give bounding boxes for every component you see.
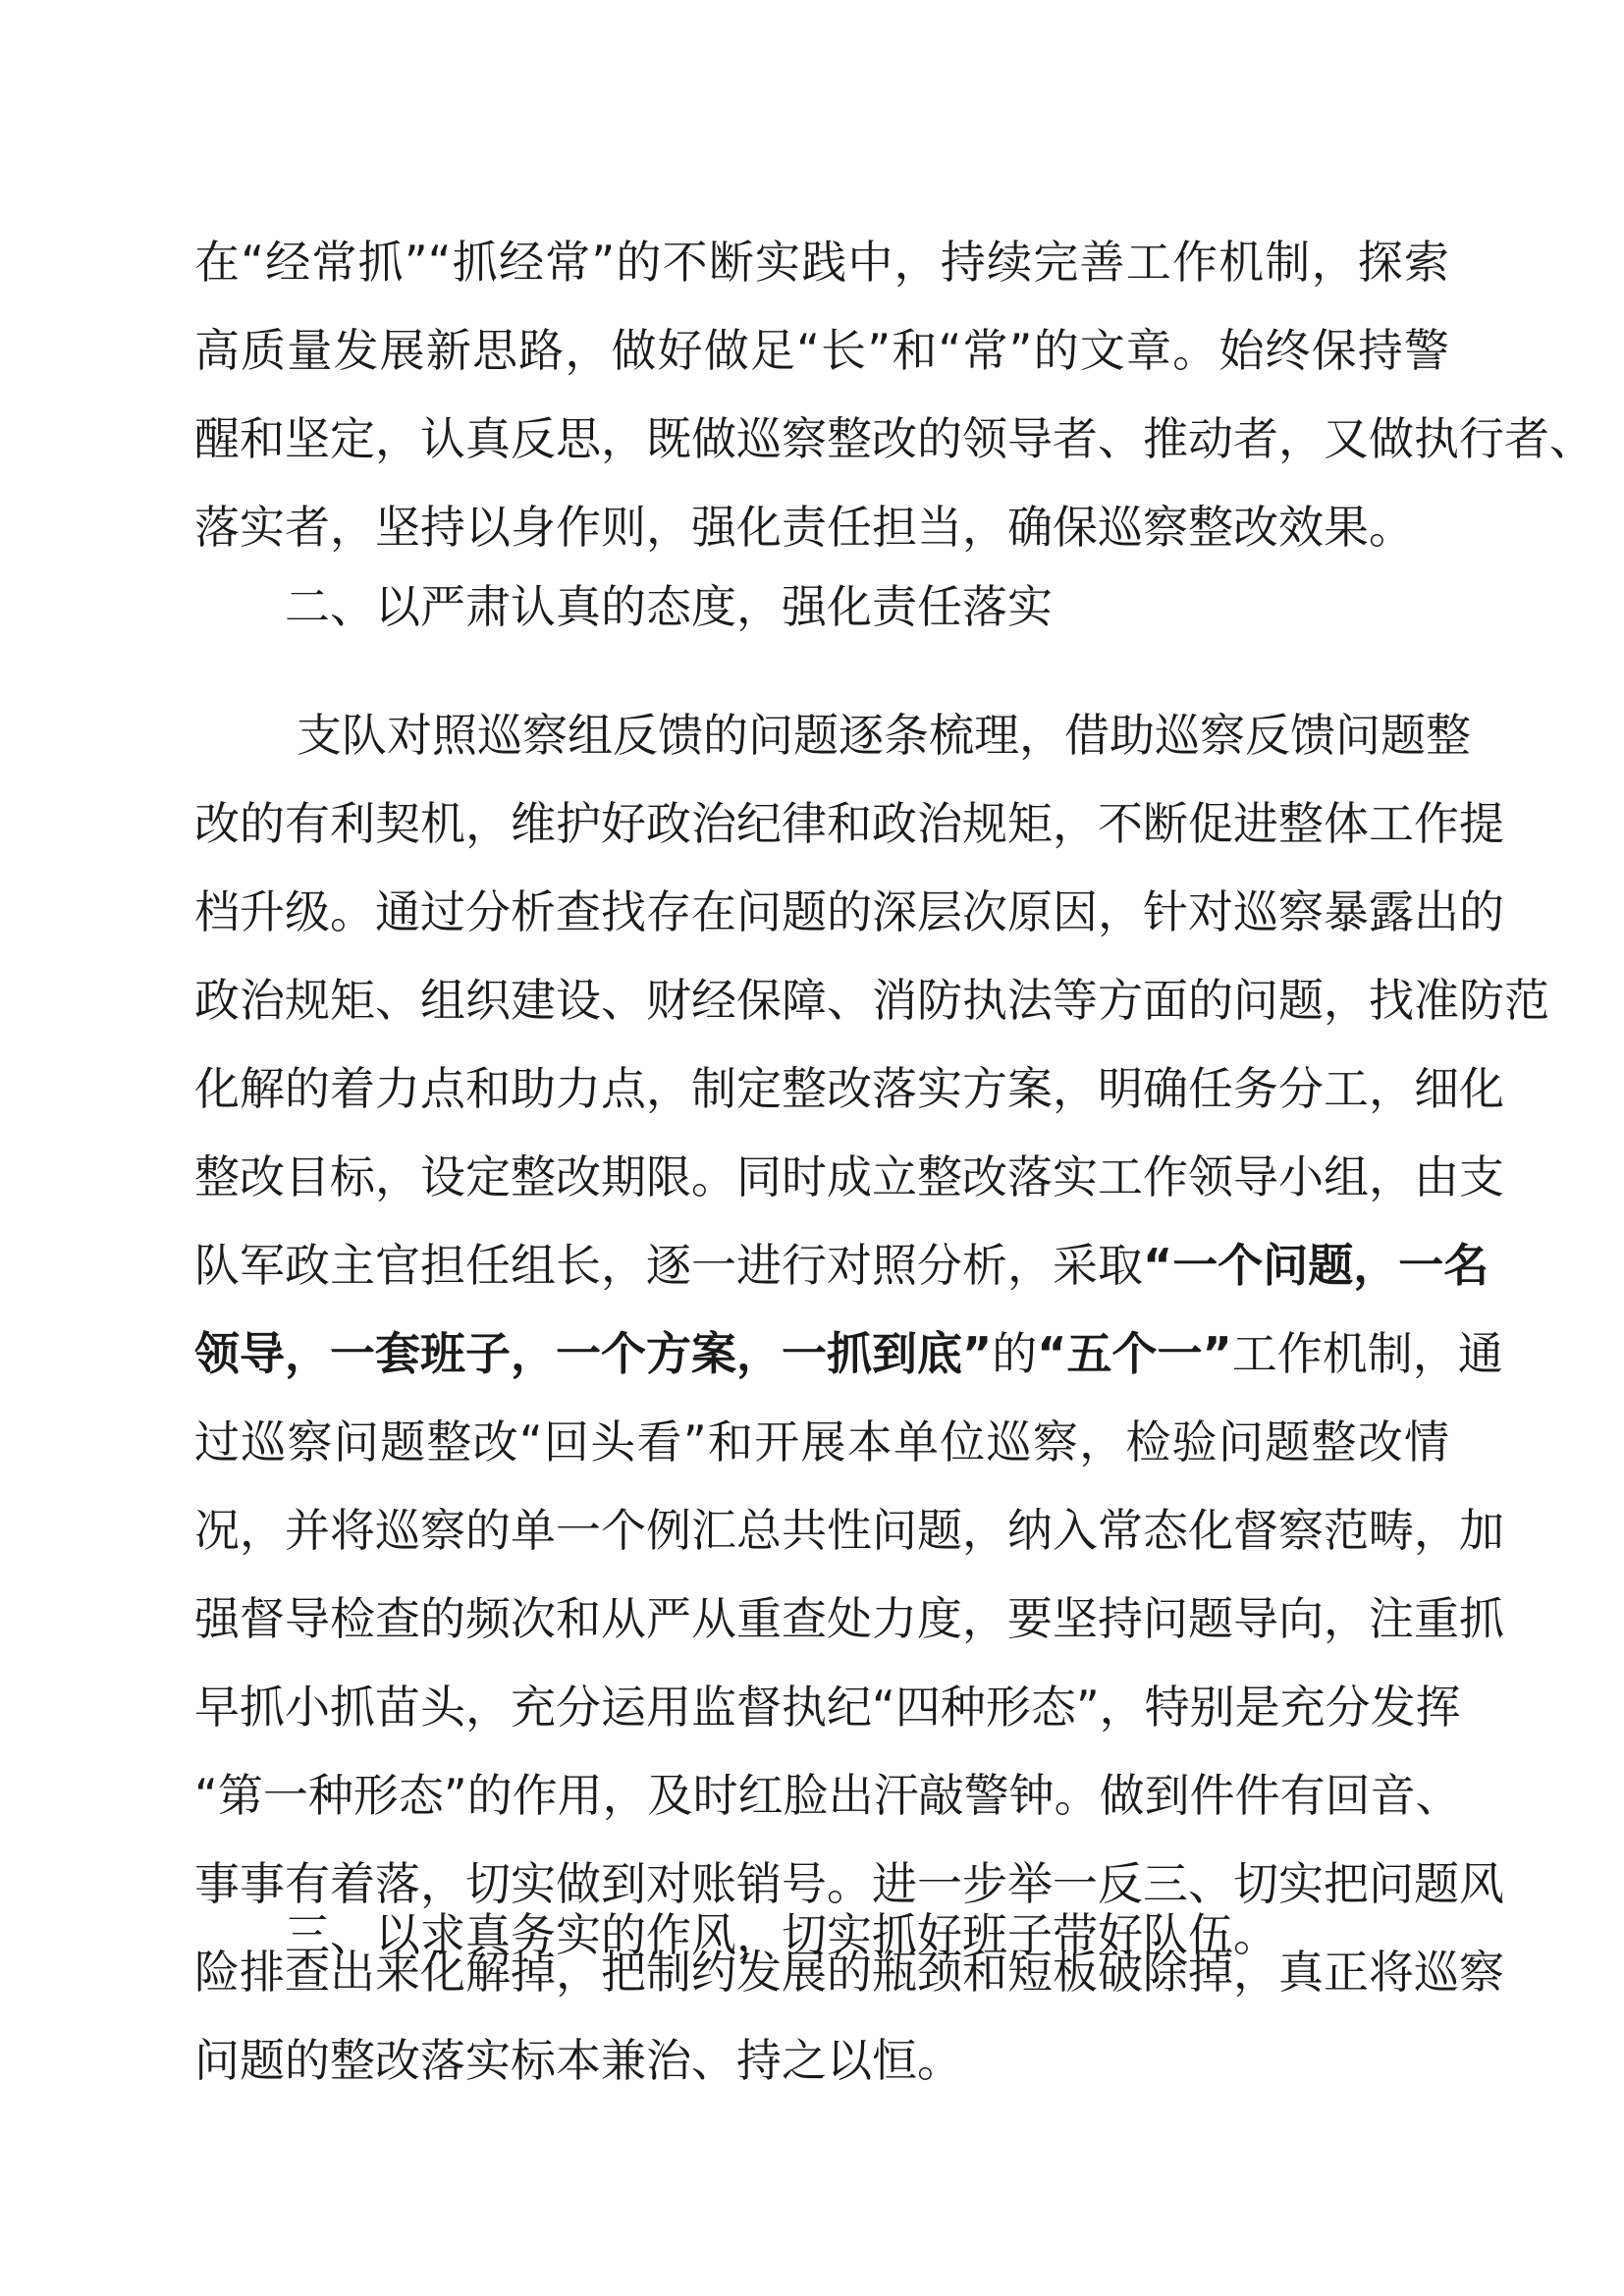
paragraph-line-mixed <box>194 1221 1489 1309</box>
bold-text-run: 领导，一套班子，一个方案，一抓到底” <box>194 1327 993 1380</box>
paragraph-continuation <box>194 218 1595 571</box>
text-run: 队军政主官担任组长，逐一进行对照分析，采取 <box>194 1239 1143 1292</box>
paragraph-line: 事事有着落，切实做到对账销号。进一步举一反三、切实把问题风 <box>194 1857 1504 1910</box>
paragraph-line: 落实者，坚持以身作则，强化责任担当，确保巡察整改效果。 <box>194 501 1414 554</box>
paragraph-line: 支队对照巡察组反馈的问题逐条梳理，借助巡察反馈问题整 <box>297 709 1471 762</box>
paragraph-line: 档升级。通过分析查找存在问题的深层次原因，针对巡察暴露出的 <box>194 885 1504 938</box>
bold-text-run: “一个问题，一名 <box>1143 1239 1489 1292</box>
paragraph-line: 过巡察问题整改“回头看”和开展本单位巡察，检验问题整改情 <box>194 1415 1449 1468</box>
paragraph-line: 改的有利契机，维护好政治纪律和政治规矩，不断促进整体工作提 <box>194 797 1504 850</box>
paragraph-line: 险排查出来化解掉，把制约发展的瓶颈和短板破除掉，真正将巡察 <box>194 1946 1504 1999</box>
paragraph-line: “第一种形态”的作用，及时红脸出汗敲警钟。做到件件有回音、 <box>194 1769 1461 1822</box>
paragraph-line: 醒和坚定，认真反思，既做巡察整改的领导者、推动者，又做执行者、 <box>194 412 1595 465</box>
paragraph-line: 问题的整改落实标本兼治、持之以恒。 <box>194 2034 962 2087</box>
section-heading-3: 三、以求真务实的作风，切实抓好班子带好队伍。 <box>285 1908 1278 1961</box>
bold-text-run: “五个一” <box>1037 1327 1232 1380</box>
text-run: 的 <box>992 1327 1038 1380</box>
paragraph-line: 整改目标，设定整改期限。同时成立整改落实工作领导小组，由支 <box>194 1150 1504 1203</box>
paragraph-line: 在“经常抓”“抓经常”的不断实践中，持续完善工作机制，探索 <box>194 236 1449 289</box>
paragraph-line-mixed <box>194 1309 1503 1398</box>
section-heading-2: 二、以严肃认真的态度，强化责任落实 <box>285 580 1053 633</box>
paragraph-line: 高质量发展新思路，做好做足“长”和“常”的文章。始终保持警 <box>194 324 1449 377</box>
paragraph-line: 况，并将巡察的单一个例汇总共性问题，纳入常态化督察范畴，加 <box>194 1504 1504 1557</box>
paragraph-line: 化解的着力点和助力点，制定整改落实方案，明确任务分工，细化 <box>194 1062 1504 1115</box>
paragraph-line: 政治规矩、组织建设、财经保障、消防执法等方面的问题，找准防范 <box>194 974 1549 1027</box>
paragraph-line: 早抓小抓苗头，充分运用监督执纪“四种形态”，特别是充分发挥 <box>194 1681 1461 1734</box>
text-run: 工作机制，通 <box>1231 1327 1503 1380</box>
paragraph-line: 强督导检查的频次和从严从重查处力度，要坚持问题导向，注重抓 <box>194 1592 1504 1645</box>
